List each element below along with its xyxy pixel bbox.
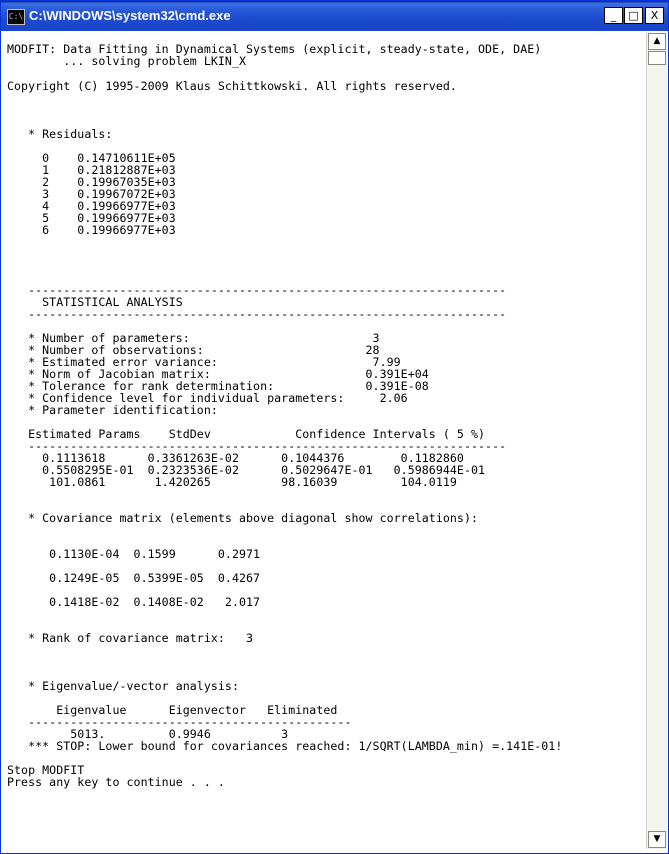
params-table-row: 101.0861 1.420265 98.16039 104.0119 bbox=[7, 475, 457, 489]
window-title: C:\WINDOWS\system32\cmd.exe bbox=[29, 8, 231, 23]
params-table-row: 0.5508295E-01 0.2323536E-02 0.5029647E-01 0.5986944E-01 bbox=[7, 463, 486, 477]
scroll-down-button[interactable]: ▼ bbox=[648, 831, 666, 848]
stat-line: * Number of observations: 28 bbox=[7, 343, 380, 357]
stat-line: * Confidence level for individual parameters: 2.06 bbox=[7, 391, 408, 405]
residual-row: 6 0.19966977E+03 bbox=[7, 223, 176, 237]
separator-line: -------------------------------------------------------------------- bbox=[7, 283, 507, 297]
covariance-row: 0.1418E-02 0.1408E-02 2.017 bbox=[7, 595, 261, 609]
stat-line: * Norm of Jacobian matrix: 0.391E+04 bbox=[7, 367, 429, 381]
eigen-table-row: 5013. 0.9946 3 bbox=[7, 727, 289, 741]
stat-line: * Parameter identification: bbox=[7, 403, 218, 417]
covariance-row: 0.1249E-05 0.5399E-05 0.4267 bbox=[7, 571, 261, 585]
separator-line: ---------------------------------------------- bbox=[7, 715, 352, 729]
cmd-app-icon[interactable]: C:\ bbox=[7, 9, 25, 25]
minimize-button[interactable]: _ bbox=[604, 7, 623, 24]
eigen-table-header: Eigenvalue Eigenvector Eliminated bbox=[7, 703, 338, 717]
press-key-prompt: Press any key to continue . . . bbox=[7, 775, 225, 789]
console-line: Copyright (C) 1995-2009 Klaus Schittkowski. All rights reserved. bbox=[7, 79, 457, 93]
vertical-scrollbar[interactable] bbox=[646, 33, 667, 849]
console-output[interactable] bbox=[5, 37, 644, 847]
residuals-heading: * Residuals: bbox=[7, 127, 113, 141]
scroll-up-button[interactable]: ▲ bbox=[648, 33, 666, 50]
stop-modfit-line: Stop MODFIT bbox=[7, 763, 85, 777]
separator-line: -------------------------------------------------------------------- bbox=[7, 307, 507, 321]
stat-line: * Tolerance for rank determination: 0.391E-08 bbox=[7, 379, 429, 393]
covariance-row: 0.1130E-04 0.1599 0.2971 bbox=[7, 547, 261, 561]
console-line: ... solving problem LKIN_X bbox=[7, 54, 247, 68]
residual-row: 1 0.21812887E+03 bbox=[7, 163, 176, 177]
eigen-heading: * Eigenvalue/-vector analysis: bbox=[7, 679, 239, 693]
title-bar[interactable] bbox=[1, 1, 668, 31]
covariance-heading: * Covariance matrix (elements above diagonal show correlations): bbox=[7, 511, 479, 525]
residual-row: 3 0.19967072E+03 bbox=[7, 187, 176, 201]
residual-row: 0 0.14710611E+05 bbox=[7, 151, 176, 165]
residual-row: 2 0.19967035E+03 bbox=[7, 175, 176, 189]
console-line: MODFIT: Data Fitting in Dynamical Systems (explicit, steady-state, ODE, DAE) bbox=[7, 42, 542, 56]
statistical-analysis-heading: STATISTICAL ANALYSIS bbox=[7, 295, 183, 309]
residual-row: 4 0.19966977E+03 bbox=[7, 199, 176, 213]
stat-line: * Number of parameters: 3 bbox=[7, 331, 380, 345]
stat-line: * Estimated error variance: 7.99 bbox=[7, 355, 401, 369]
params-table-header: Estimated Params StdDev Confidence Intervals ( 5 %) bbox=[7, 427, 486, 441]
residual-row: 5 0.19966977E+03 bbox=[7, 211, 176, 225]
scroll-thumb[interactable] bbox=[648, 51, 666, 65]
stop-message: *** STOP: Lower bound for covariances reached: 1/SQRT(LAMBDA_min) =.141E-01! bbox=[7, 739, 563, 753]
close-button[interactable]: X bbox=[645, 7, 664, 24]
maximize-button[interactable]: □ bbox=[624, 7, 643, 24]
params-table-row: 0.1113618 0.3361263E-02 0.1044376 0.1182860 bbox=[7, 451, 464, 465]
separator-line: -------------------------------------------------------------------- bbox=[7, 439, 507, 453]
rank-line: * Rank of covariance matrix: 3 bbox=[7, 631, 254, 645]
